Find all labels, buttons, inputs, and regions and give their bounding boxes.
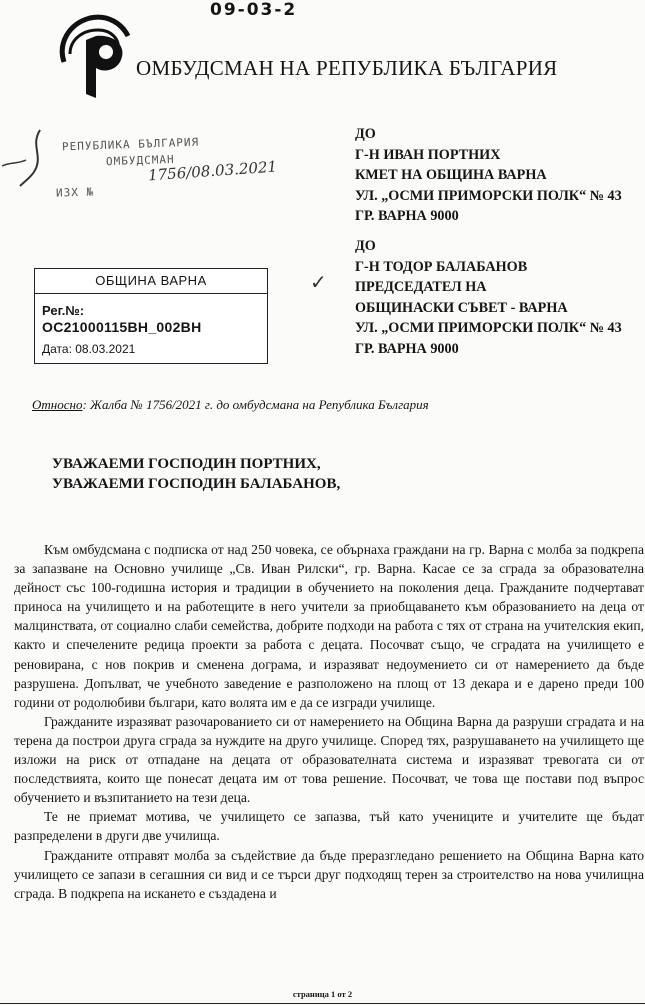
body-paragraph: Към омбудсмана с подписка от над 250 човека, се обърнаха граждани на гр. Варна с молба за подкрепа за запазване на Основно училище „Св. Иван Рилски“, гр. Варна. Касае се за сграда за образователна дейност със 100-годишна история и традиции в обучението на поколения деца. Гражданите подчертават приноса на училището и на работещите в него учители за приобщаването към образованието на деца от малцинствата, от социално слаби семейства, добрите подходи на работа с тях от страна на учителския екип, както и спечелените редица проекти за работа с децата. Посочват също, че сградата на училището е реновирана, с нов покрив и сменена дограма, и изразяват недоумението си от намерението да бъде разрушена. Допълват, че учебното заведение е разположено на площ от 13 декара и е дарено преди 100 години от родолюбиви българи, като волята им е да се изгради училище. [14,542,644,710]
recipient-street: УЛ. „ОСМИ ПРИМОРСКИ ПОЛК“ № 43 [355,187,622,204]
handwritten-mark-icon [0,126,48,188]
stamp-reg-label: Рег.№: [42,303,85,318]
body-paragraph: Те не приемат мотива, че училището се запазва, тъй като учениците и учителите ще бъдат разпределени в други две училища. [14,809,644,844]
registry-stamp-line2: ОМБУДСМАН [105,152,175,169]
recipient-title: ОБЩИНАСКИ СЪВЕТ - ВАРНА [355,299,568,316]
stamp-title: ОБЩИНА ВАРНА [95,273,207,288]
letter-body [14,540,644,903]
recipient-name: Г-Н ИВАН ПОРТНИХ [355,146,501,163]
recipient-city: ГР. ВАРНА 9000 [355,340,459,357]
subject-text: : Жалба № 1756/2021 г. до омбудсмана на Република България [82,397,429,412]
registry-stamp-handwritten: 1756/08.03.2021 [147,157,278,185]
stamp-reg-number: ОС21000115ВН_002ВН [42,319,202,335]
footer-divider [0,1003,645,1004]
received-date-stamp: 09-03-2 [210,0,298,20]
page-number: страница 1 от 2 [292,989,353,999]
body-paragraph: Гражданите изразяват разочарованието си от намерението на Община Варна да разруши сградата и на терена да построи друга сграда за нуждите на друго училище. Според тях, разрушаването на училището ще изложи на риск от отпадане на децата от образователната система и изразяват тревогата си от последствията, които ще понесат децата им от това решение. Посочват, че това ще постави под въпрос обучението и възпитанието на тези деца. [14,713,644,806]
recipient-mayor [355,124,622,227]
body-paragraph: Гражданите отправят молба за съдействие да бъде преразгледано решението на Община Варна като училището се запази в сегашния си вид и се търси друг подходящ терен за строителство на нова училищна сграда. В подкрепа на искането е създадена и [14,847,644,901]
recipient-to: ДО [355,126,376,142]
registry-stamp-line3: ИЗХ № [55,185,95,200]
recipient-title: КМЕТ НА ОБЩИНА ВАРНА [355,167,547,183]
check-mark-icon: ✓ [310,272,327,294]
subject-label: Относно [32,397,83,412]
ombudsman-registry-stamp [52,130,278,216]
subject-line [32,397,429,413]
registry-stamp-line1: РЕПУБЛИКА БЪЛГАРИЯ [61,135,200,154]
recipient-city: ГР. ВАРНА 9000 [355,208,459,224]
greeting-chair: УВАЖАЕМИ ГОСПОДИН БАЛАБАНОВ, [52,476,341,492]
stamp-divider [35,293,267,294]
stamp-date: Дата: 08.03.2021 [42,342,136,356]
recipient-street: УЛ. „ОСМИ ПРИМОРСКИ ПОЛК“ № 43 [355,320,622,336]
recipient-title: ПРЕДСЕДАТЕЛ НА [355,279,487,295]
recipient-name: Г-Н ТОДОР БАЛАБАНОВ [355,258,528,275]
recipient-council-chair [355,236,622,359]
recipient-to: ДО [355,238,376,254]
municipality-registration-stamp [34,268,268,364]
ombudsman-logo-icon [56,10,146,100]
organization-name: ОМБУДСМАН НА РЕПУБЛИКА БЪЛГАРИЯ [136,56,558,80]
greeting-mayor: УВАЖАЕМИ ГОСПОДИН ПОРТНИХ, [52,456,321,472]
